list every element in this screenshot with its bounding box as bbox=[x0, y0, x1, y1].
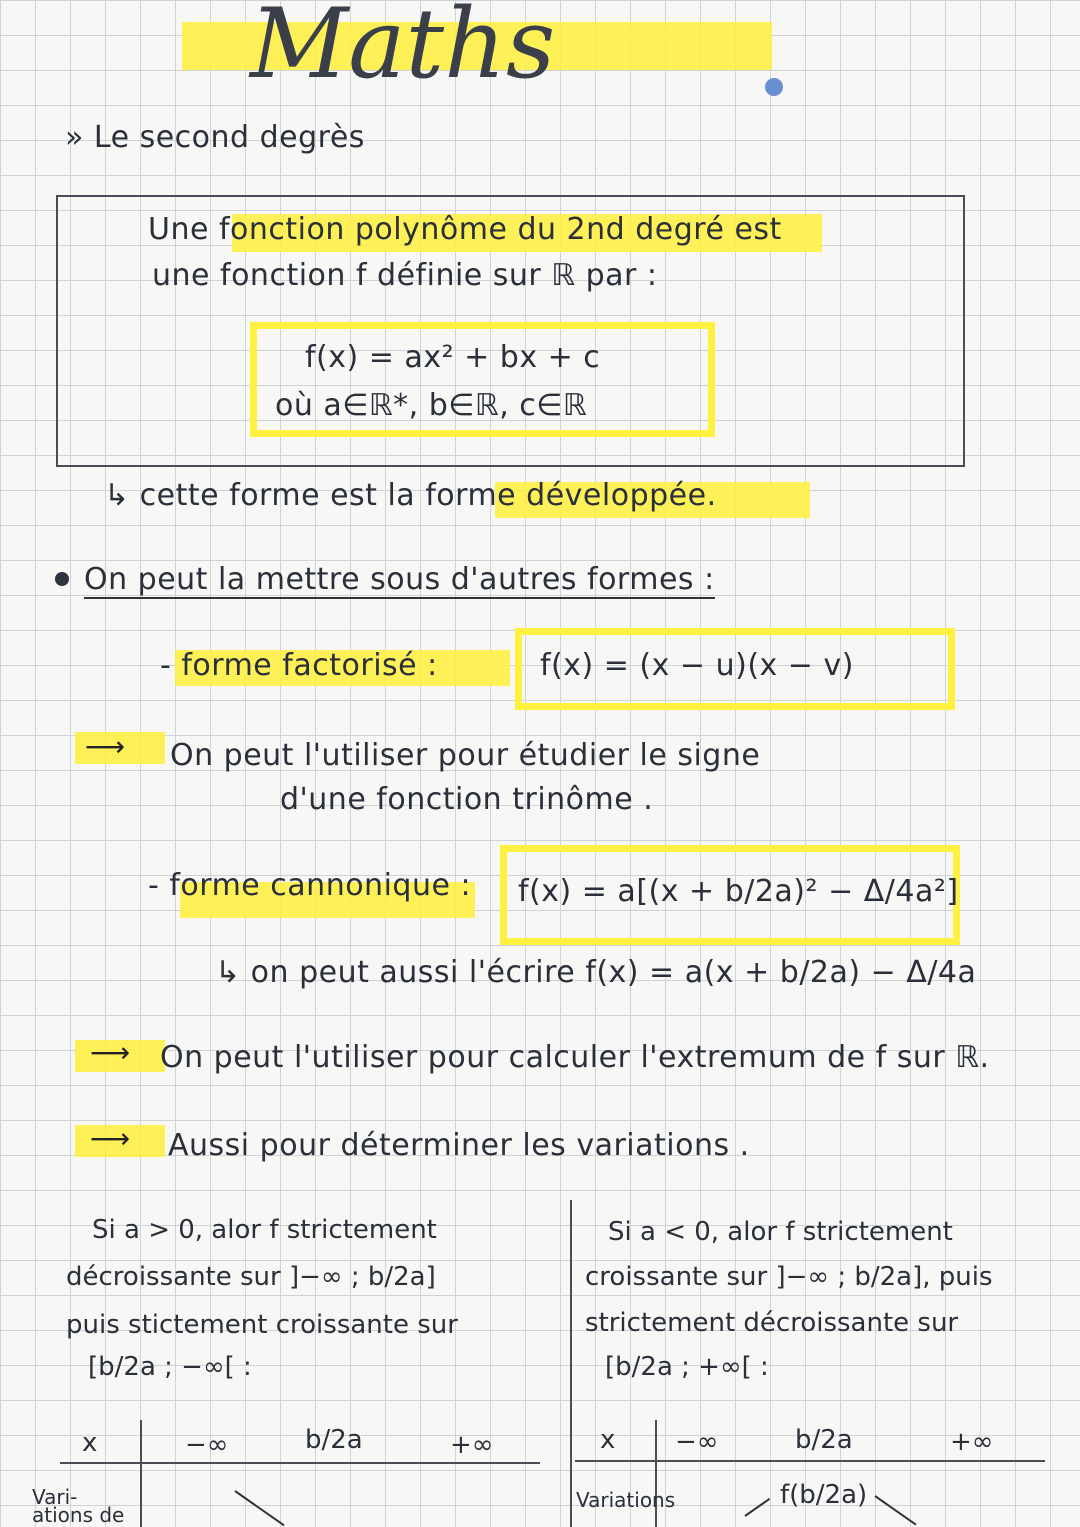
left-table-vline bbox=[140, 1420, 142, 1527]
left-case-line3: puis stictement croissante sur bbox=[66, 1310, 458, 1340]
bullet-icon bbox=[55, 572, 69, 586]
factorised-label: - forme factorisé : bbox=[160, 648, 438, 683]
increasing-arrow-icon bbox=[744, 1498, 770, 1517]
left-case-line2: décroissante sur ]−∞ ; b/2a] bbox=[66, 1262, 436, 1292]
right-table-x: x bbox=[600, 1425, 616, 1455]
right-table-hline bbox=[575, 1460, 1045, 1462]
right-table-mid: b/2a bbox=[795, 1425, 853, 1455]
title-dot bbox=[765, 78, 783, 96]
left-table-plus-inf: +∞ bbox=[450, 1430, 494, 1460]
canonical-formula: f(x) = a[(x + b/2a)² − Δ/4a²] bbox=[518, 874, 959, 909]
left-case-line1: Si a > 0, alor f strictement bbox=[92, 1215, 437, 1245]
right-table-extremum: f(b/2a) bbox=[780, 1480, 868, 1510]
left-case-line4: [b/2a ; −∞[ : bbox=[88, 1352, 252, 1382]
factorised-use-line1: On peut l'utiliser pour étudier le signe bbox=[170, 738, 761, 773]
arrow-icon: ⟶ bbox=[90, 1122, 131, 1155]
definition-line1: Une fonction polynôme du 2nd degré est bbox=[148, 212, 782, 247]
formula-line1: f(x) = ax² + bx + c bbox=[305, 340, 601, 375]
right-table-plus-inf: +∞ bbox=[950, 1427, 994, 1457]
right-case-line3: strictement décroissante sur bbox=[585, 1308, 959, 1338]
left-table-minus-inf: −∞ bbox=[185, 1430, 229, 1460]
decreasing-arrow-icon bbox=[234, 1490, 284, 1526]
other-forms-heading: On peut la mettre sous d'autres formes : bbox=[84, 562, 715, 597]
left-table-variations-label: Vari-ations de bbox=[32, 1485, 125, 1527]
right-case-line2: croissante sur ]−∞ ; b/2a], puis bbox=[585, 1262, 993, 1292]
page-title: Maths bbox=[250, 0, 556, 100]
left-table-hline bbox=[60, 1462, 540, 1464]
right-table-minus-inf: −∞ bbox=[675, 1427, 719, 1457]
formula-line2: où a∈ℝ*, b∈ℝ, c∈ℝ bbox=[275, 388, 588, 423]
developed-form-note: ↳ cette forme est la forme développée. bbox=[104, 478, 717, 513]
subtitle: » Le second degrès bbox=[65, 120, 365, 155]
right-case-line1: Si a < 0, alor f strictement bbox=[608, 1217, 953, 1247]
left-table-x: x bbox=[82, 1428, 98, 1458]
right-table-variations-label: Variations bbox=[576, 1488, 676, 1512]
factorised-use-line2: d'une fonction trinôme . bbox=[280, 782, 654, 817]
decreasing-arrow-icon bbox=[874, 1495, 916, 1525]
canonical-use-extremum: On peut l'utiliser pour calculer l'extremum de f sur ℝ. bbox=[160, 1040, 990, 1075]
left-table-mid: b/2a bbox=[305, 1425, 363, 1455]
right-case-line4: [b/2a ; +∞[ : bbox=[605, 1352, 769, 1382]
arrow-icon: ⟶ bbox=[90, 1036, 131, 1069]
case-divider bbox=[570, 1200, 572, 1527]
factorised-formula: f(x) = (x − u)(x − v) bbox=[540, 648, 854, 683]
canonical-use-variations: Aussi pour déterminer les variations . bbox=[168, 1128, 750, 1163]
canonical-label: - forme cannonique : bbox=[148, 868, 472, 903]
arrow-icon: ⟶ bbox=[85, 730, 126, 763]
canonical-alt-form: ↳ on peut aussi l'écrire f(x) = a(x + b/2a) − Δ/4a bbox=[215, 955, 977, 990]
definition-line2: une fonction f définie sur ℝ par : bbox=[152, 258, 658, 293]
